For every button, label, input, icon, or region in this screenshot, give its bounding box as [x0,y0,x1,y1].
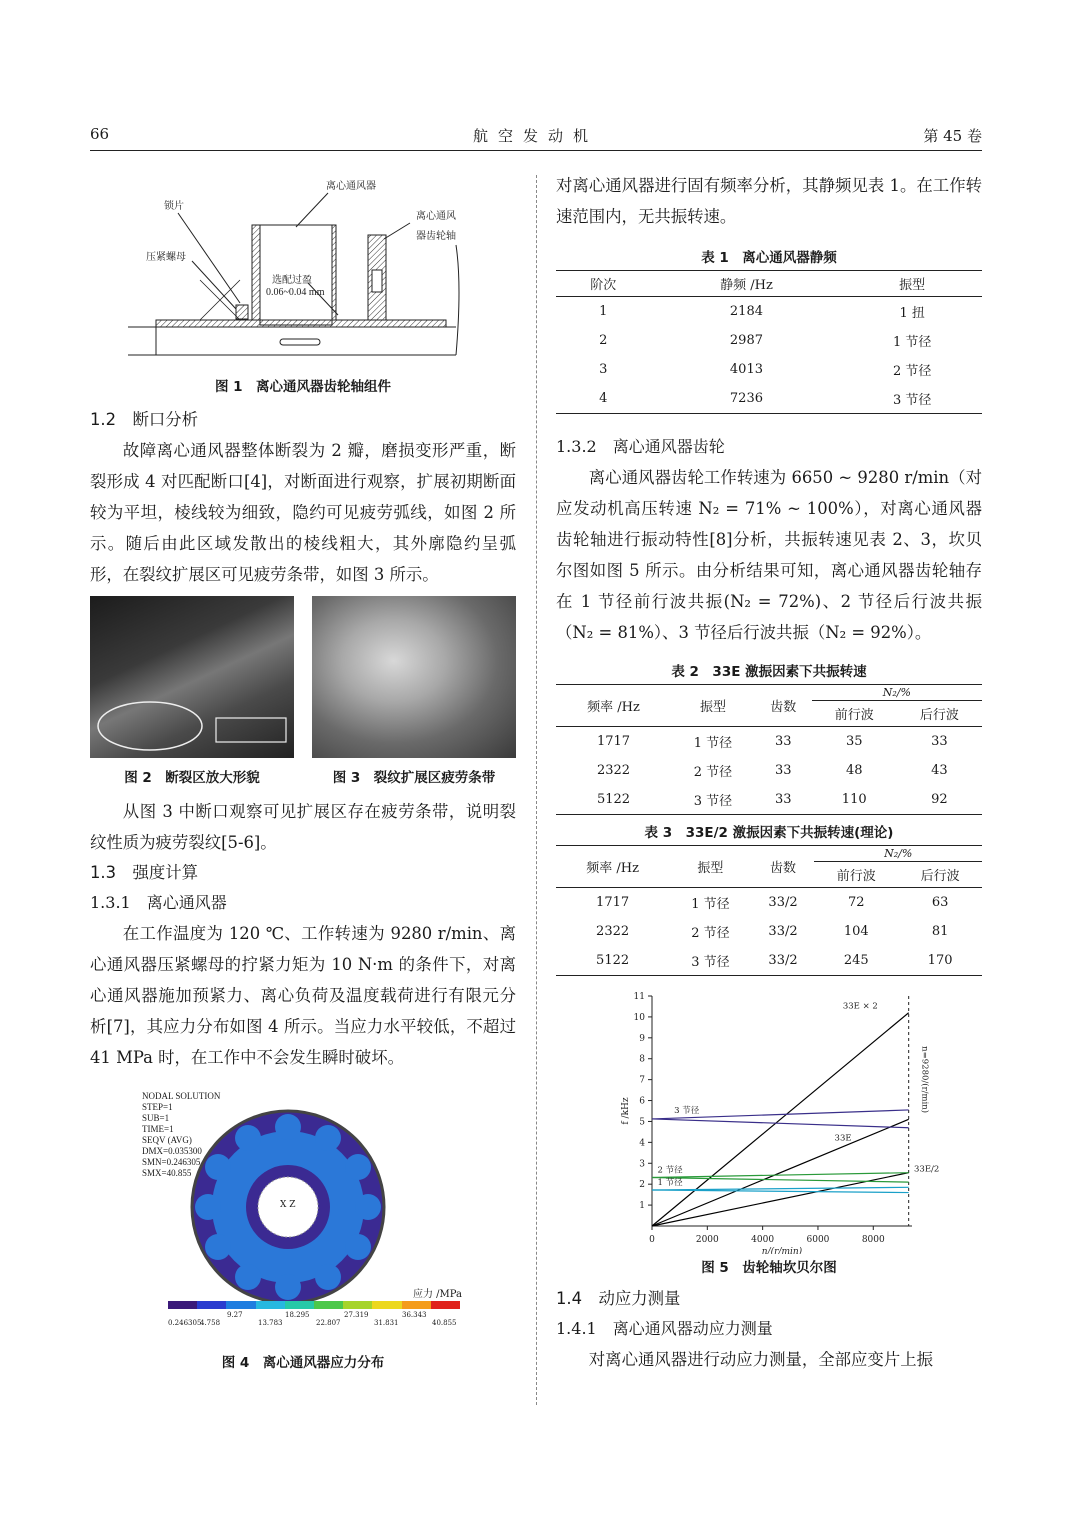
annotation-label: n=9280/(r/min) [919,1046,930,1114]
table-cell: 104 [843,924,869,939]
table-cell: 170 [898,946,982,976]
solution-line: SUB=1 [142,1113,170,1123]
series-line [652,1190,909,1193]
solution-line: STEP=1 [142,1102,173,1112]
annotation-label: 33E/2 [914,1164,940,1175]
figure-5-caption: 图 5 齿轮轴坎贝尔图 [701,1260,837,1276]
stress-contour-plot [188,1107,388,1307]
table-row [556,355,982,384]
color-swatch [343,1301,372,1309]
section-1-2-title: 1.2 断口分析 [90,410,199,429]
table-row [556,756,982,785]
stress-unit-label: 应力 /MPa [412,1289,462,1300]
table-cell: 1 [599,304,608,319]
table-header: 阶次 [556,271,651,297]
table-cell: 33 [931,734,948,749]
table-1-caption: 表 1 离心通风器静频 [701,250,837,266]
page-number: 66 [90,125,110,143]
label-lock-plate: 锁片 [164,201,184,212]
section-1-3-1-title: 1.3.1 离心通风器 [90,893,227,912]
left-column [90,165,516,1375]
table-cell: 33/2 [752,946,815,976]
y-tick-label: 4 [639,1138,645,1149]
y-tick-label: 6 [639,1096,645,1107]
x-tick-label: 8000 [861,1235,885,1245]
table-cell: 3 节径 [669,946,751,976]
table-cell: 63 [931,895,949,910]
table-cell: 92 [897,785,982,815]
figure-5 [556,984,982,1284]
section-1-3-1-paragraph: 在工作温度为 120 ℃、工作转速为 9280 r/min、离心通风器压紧螺母的拧紧力矩为 10 N·m 的条件下，对离心通风器施加预紧力、离心负荷及温度载荷进行有限元分析[7]，其应力分布如图 4 所示。当应力水平较低，不超过 41 MPa 时，在工作中不会发生瞬时破坏。 [90,924,516,1067]
header-rule [90,150,982,151]
figure-4-caption: 图 4 离心通风器应力分布 [221,1355,385,1371]
table-3 [556,845,982,976]
scale-value: 36.343 [402,1311,427,1319]
table-row [556,384,982,414]
table-cell: 2 [599,333,608,348]
table-header: 后行波 [898,862,982,888]
scale-value: 40.855 [432,1319,457,1327]
figure-3-caption: 图 3 裂纹扩展区疲劳条带 [332,770,496,786]
table-cell: 110 [812,785,897,815]
y-tick-label: 5 [639,1117,645,1128]
table-header: 振型 [842,271,982,297]
series-line [652,1187,909,1190]
x-tick-label: 6000 [806,1235,830,1245]
table-cell: 48 [845,763,863,778]
section-1-2-paragraph-1: 故障离心通风器整体断裂为 2 瓣，磨损变形严重，断裂形成 4 对匹配断口[4]，对断面进行观察，扩展初期断面较为平坦，棱线较为细致，隐约可见疲劳弧线，如图 2 所示。随后由此区域发散出的棱线粗大，其外廓隐约呈弧形，在裂纹扩展区可见疲劳条带，如图 3 所示。 [90,441,516,584]
y-tick-label: 11 [633,992,645,1002]
journal-title: 航空发动机 [472,127,598,145]
annotation-label: 33E [834,1133,852,1144]
table-header: 静频 /Hz [651,271,843,297]
label-fit-2: 0.06~0.04 mm [266,287,325,298]
table-row [556,785,982,815]
table-3-caption: 表 3 33E/2 激振因素下共振转速(理论) [644,825,894,841]
column-divider [536,175,537,1405]
right-column [556,170,982,1375]
label-gear-shaft-2: 器齿轮轴 [416,231,456,242]
table-cell: 2184 [729,304,763,319]
label-ventilator: 离心通风器 [326,181,376,192]
x-tick-label: 0 [649,1235,655,1245]
scale-value: 4.758 [200,1319,221,1327]
table-cell: 245 [814,946,898,976]
table-header: 振型 [671,685,755,727]
table-cell: 33/2 [768,924,798,939]
section-1-2-paragraph-2: 从图 3 中断口观察可见扩展区存在疲劳条带，说明裂纹性质为疲劳裂纹[5-6]。 [90,802,516,852]
table-cell: 1 节径 [693,736,733,751]
table-header: N₂/% [812,685,982,701]
table-1 [556,270,982,414]
table-cell: 72 [848,895,865,910]
figure-2-image [90,596,294,758]
table-cell: 2987 [729,333,763,348]
y-tick-label: 8 [639,1054,645,1065]
table-cell: 1717 [596,734,631,749]
table-cell: 3 节径 [842,384,982,414]
color-swatch [168,1301,197,1309]
scale-value: 13.783 [258,1319,283,1327]
table-header: 前行波 [814,862,898,888]
table-2 [556,684,982,815]
table-cell: 5122 [556,946,669,976]
solution-line: DMX=0.035300 [142,1146,202,1156]
figure-1-caption: 图 1 离心通风器齿轮轴组件 [214,379,392,395]
table-cell: 2 节径 [691,926,730,941]
table-cell: 1 节径 [892,335,932,350]
table-header: 频率 /Hz [556,846,669,888]
figure-1 [90,165,516,395]
table-cell: 2 节径 [892,364,932,379]
section-1-4-title: 1.4 动应力测量 [556,1289,681,1308]
solution-line: SEQV (AVG) [142,1135,192,1145]
table-cell: 33/2 [768,895,798,910]
solution-line: TIME=1 [142,1124,174,1134]
table-2-caption: 表 2 33E 激振因素下共振转速 [671,664,867,680]
series-line [652,1173,909,1226]
table-header: 振型 [669,846,751,888]
annotation-label: 1 节径 [657,1178,683,1189]
table-row [556,946,982,976]
table-cell: 3 节径 [671,785,755,815]
figure-4 [90,1085,516,1375]
figures-2-3 [90,596,516,796]
table-row [556,888,982,918]
label-nut: 压紧螺母 [146,252,186,263]
section-1-3-2-title: 1.3.2 离心通风器齿轮 [556,437,725,456]
table-cell: 7236 [651,384,843,414]
table-cell: 1717 [596,895,630,910]
scale-value: 31.831 [374,1319,399,1327]
series-line [652,1119,909,1226]
table-header: 齿数 [752,846,815,888]
table-row [556,297,982,327]
section-1-4-1-title: 1.4.1 离心通风器动应力测量 [556,1319,773,1338]
table-header: 频率 /Hz [556,685,671,727]
y-tick-label: 7 [639,1075,645,1086]
table-cell: 2322 [596,924,630,939]
y-tick-label: 1 [639,1201,645,1212]
color-swatch [402,1301,431,1309]
solution-line: SMN=0.246305 [142,1157,201,1167]
page-header [0,0,1071,160]
scale-value: 0.246305 [168,1319,202,1327]
solution-line: SMX=40.855 [142,1168,192,1178]
table-cell: 2322 [596,763,631,778]
y-tick-label: 10 [633,1012,645,1023]
solution-line: NODAL SOLUTION [142,1091,221,1101]
table-cell: 33 [774,763,792,778]
series-line [652,1013,909,1226]
table-cell: 1 扭 [899,306,925,321]
scale-value: 22.807 [316,1319,341,1327]
label-gear-shaft-1: 离心通风 [416,211,456,222]
svg-text:X Z: X Z [280,1200,296,1210]
color-swatch [256,1301,285,1309]
figure-2-caption: 图 2 断裂区放大形貌 [124,770,260,786]
y-tick-label: 9 [639,1033,645,1044]
table-header: 齿数 [755,685,812,727]
section-1-4-1-paragraph: 对离心通风器进行动应力测量，全部应变片上振 [588,1350,933,1369]
label-fit-1: 选配过盈 [272,275,312,286]
volume-label: 第 45 卷 [923,127,982,145]
series-line [652,1177,909,1182]
color-swatch [226,1301,255,1309]
color-swatch [372,1301,401,1309]
y-tick-label: 3 [639,1159,645,1170]
table-header: N₂/% [814,846,982,862]
table-cell: 1 节径 [691,897,730,912]
color-swatch [285,1301,314,1309]
campbell-chart [556,984,982,1254]
annotation-label: 2 节径 [657,1165,683,1176]
table-cell: 3 [599,362,608,377]
right-intro-paragraph: 对离心通风器进行固有频率分析，其静频见表 1。在工作转速范围内，无共振转速。 [556,176,982,226]
section-1-3-title: 1.3 强度计算 [90,863,199,882]
table-cell: 4 [556,384,651,414]
table-row [556,917,982,946]
scale-value: 9.27 [227,1311,243,1319]
table-row [556,326,982,355]
table-cell: 81 [931,924,949,939]
section-1-3-2-paragraph: 离心通风器齿轮工作转速为 6650 ~ 9280 r/min（对应发动机高压转速 N₂ = 71% ~ 100%），对离心通风器齿轮轴进行振动特性[8]分析，共振转速见表 2、3，坎贝尔图如图 5 所示。由分析结果可知，离心通风器齿轮轴存在 1 节径前行波共振(N₂ = 72%)、2 节径后行波共振（N₂ = 81%）、3 节径后行波共振（N₂ = 92%）。 [556,468,982,642]
table-cell: 35 [845,734,863,749]
table-cell: 33 [755,785,812,815]
series-line [652,1173,909,1178]
table-header: 后行波 [897,701,982,727]
x-axis-label: n/(r/min) [761,1247,803,1254]
series-line [652,1119,909,1128]
scale-value: 27.319 [344,1311,369,1319]
table-header: 前行波 [812,701,897,727]
figure-3-image [312,596,516,758]
y-axis-label: f /kHz [621,1097,631,1125]
table-row [556,727,982,757]
table-cell: 4013 [729,362,763,377]
color-swatch [431,1301,460,1309]
x-tick-label: 2000 [695,1235,719,1245]
table-cell: 33 [774,734,792,749]
table-cell: 2 节径 [693,765,733,780]
gear-shaft-assembly-diagram [90,165,516,365]
fracture-overlay [90,596,294,758]
table-cell: 43 [931,763,948,778]
y-tick-label: 2 [639,1180,645,1191]
annotation-label: 3 节径 [674,1106,700,1117]
x-tick-label: 4000 [751,1235,775,1245]
scale-value: 18.295 [285,1311,310,1319]
color-swatch [197,1301,226,1309]
annotation-label: 33E × 2 [842,1001,878,1012]
stress-color-bar [168,1301,460,1309]
table-cell: 5122 [556,785,671,815]
color-swatch [314,1301,343,1309]
